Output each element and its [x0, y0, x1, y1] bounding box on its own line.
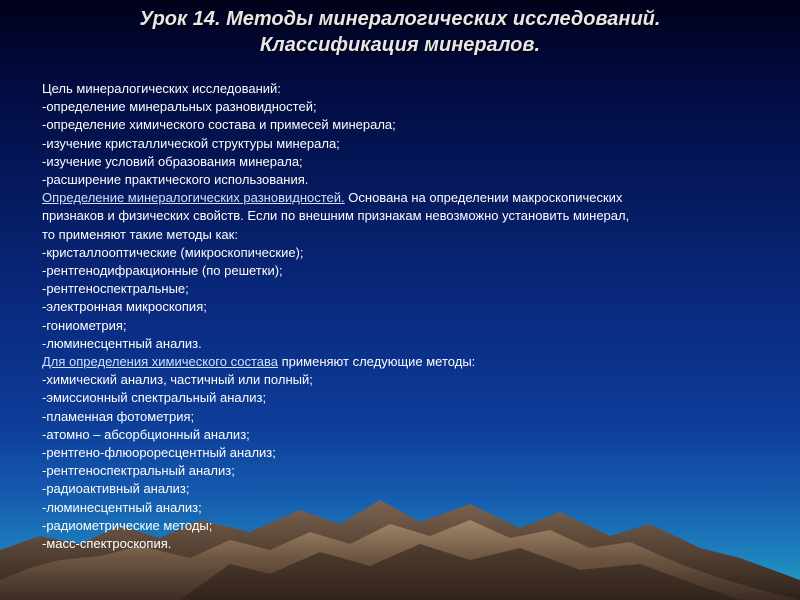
chemical-method-item: -масс-спектроскопия. — [42, 536, 172, 552]
goals-heading: Цель минералогических исследований: — [42, 81, 281, 96]
goal-item: -изучение условий образования минерала; — [42, 153, 303, 169]
goal-item: -определение химического состава и примесей минерала; — [42, 117, 396, 133]
goal-item: -изучение кристаллической структуры минерала; — [42, 135, 340, 151]
variety-method-item: -гониометрия; — [42, 317, 127, 333]
chemical-method-item: -эмиссионный спектральный анализ; — [42, 390, 267, 406]
variety-method-item: -рентгенодифракционные (по решетки); — [42, 263, 283, 279]
goal-item: -расширение практического использования. — [42, 172, 309, 188]
chemical-method-item: -рентгено-флюороресцентный анализ; — [42, 445, 276, 461]
variety-method-item: -кристаллооптические (микроскопические); — [42, 244, 304, 260]
chemical-link[interactable]: Для определения химического состава — [42, 354, 279, 370]
chemical-method-item: -пламенная фотометрия; — [42, 408, 195, 424]
varieties-text-2: признаков и физических свойств. Если по внешним признакам невозможно установить минерал, — [42, 208, 630, 224]
chemical-method-item: -радиоактивный анализ; — [42, 481, 190, 497]
varieties-intro — [42, 189, 762, 207]
title-line-2: Классификация минералов. — [259, 34, 541, 56]
chemical-intro — [42, 353, 762, 371]
slide-content — [42, 80, 762, 553]
chemical-method-item: -рентгеноспектральный анализ; — [42, 463, 235, 479]
chemical-method-item: -радиометрические методы; — [42, 517, 213, 533]
title-line-1: Урок 14. Методы минералогических исследований. — [139, 8, 661, 30]
variety-method-item: -люминесцентный анализ. — [42, 335, 202, 351]
variety-method-item: -электронная микроскопия; — [42, 299, 207, 315]
varieties-text-3: то применяют такие методы как: — [42, 226, 238, 242]
variety-method-item: -рентгеноспектральные; — [42, 281, 189, 297]
varieties-text-1: Основана на определении макроскопических — [344, 190, 623, 206]
chemical-method-item: -люминесцентный анализ; — [42, 499, 202, 515]
chemical-method-item: -химический анализ, частичный или полный; — [42, 372, 313, 388]
goal-item: -определение минеральных разновидностей; — [42, 99, 317, 115]
chemical-text: применяют следующие методы: — [278, 354, 476, 370]
chemical-method-item: -атомно – абсорбционный анализ; — [42, 426, 250, 442]
varieties-link[interactable]: Определение минералогических разновидностей. — [42, 190, 345, 206]
slide-title — [0, 6, 800, 58]
